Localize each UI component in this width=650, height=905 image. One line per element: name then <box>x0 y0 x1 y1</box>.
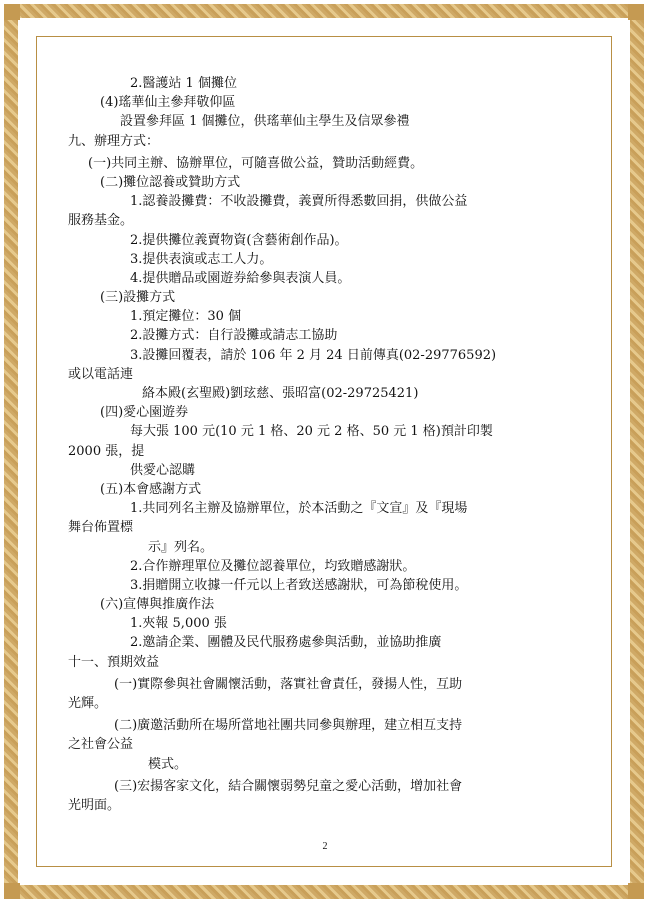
text-line: 3.捐贈開立收據一仟元以上者致送感謝狀，可為節稅使用。 <box>130 577 468 593</box>
text-line: 2.提供攤位義賣物資(含藝術創作品)。 <box>130 232 348 248</box>
text-line: 2.設攤方式：自行設攤或請志工協助 <box>130 328 338 344</box>
document-body <box>68 74 538 815</box>
text-line: 每大張 100 元(10 元 1 格、20 元 2 格、50 元 1 格)預計印製 <box>130 424 493 440</box>
border-corner-ornament <box>628 883 644 899</box>
subsection-heading: (六)宣傳與推廣作法 <box>100 597 215 613</box>
section-heading: 九、辦理方式： <box>68 133 160 149</box>
text-line: 2000 張，提 <box>68 443 145 459</box>
text-line: 模式。 <box>148 756 188 772</box>
subsection-heading: (二)攤位認養或贊助方式 <box>100 174 241 190</box>
text-line: 1.共同列名主辦及協辦單位，於本活動之『文宣』及『現場 <box>130 501 468 517</box>
border-corner-ornament <box>4 883 20 899</box>
text-line: 供愛心認購 <box>130 462 196 478</box>
text-line: 設置參拜區 1 個攤位，供瑤華仙主學生及信眾參禮 <box>120 114 410 130</box>
text-line: 光明面。 <box>68 797 121 813</box>
text-line: 示』列名。 <box>148 539 214 555</box>
text-line: (三)宏揚客家文化，結合關懷弱勢兒童之愛心活動，增加社會 <box>114 778 463 794</box>
text-line: 4.提供贈品或園遊券給參與表演人員。 <box>130 270 351 286</box>
border-corner-ornament <box>628 4 644 20</box>
text-line: 服務基金。 <box>68 213 134 229</box>
text-line: 絡本殿(玄聖殿)劉玹慈、張昭富(02-29725421) <box>142 386 419 401</box>
text-line: 或以電話連 <box>68 366 134 382</box>
text-line: 2.合作辦理單位及攤位認養單位，均致贈感謝狀。 <box>130 558 416 574</box>
text-line: (一)實際參與社會關懷活動，落實社會責任，發揚人性，互助 <box>114 676 463 692</box>
text-line: 3.設攤回覆表，請於 106 年 2 月 24 日前傳真(02-29776592) <box>130 347 497 363</box>
text-line: (一)共同主辦、協辦單位，可隨喜做公益，贊助活動經費。 <box>88 155 424 171</box>
text-line: 3.提供表演或志工人力。 <box>130 251 273 267</box>
text-line: 之社會公益 <box>68 737 134 753</box>
text-line: 2.醫護站 1 個攤位 <box>130 76 237 91</box>
text-line: 舞台佈置標 <box>68 520 134 536</box>
page-number: 2 <box>322 841 328 852</box>
text-line: 1.夾報 5,000 張 <box>130 616 227 632</box>
subsection-heading: (四)愛心園遊券 <box>100 405 189 421</box>
text-line: 1.預定攤位：30 個 <box>130 309 242 325</box>
border-corner-ornament <box>4 4 20 20</box>
text-line: 光輝。 <box>68 696 108 711</box>
section-heading: 十一、預期效益 <box>68 654 160 670</box>
text-line: (4)瑤華仙主參拜敬仰區 <box>100 95 236 111</box>
text-line: 2.邀請企業、團體及民代服務處參與活動，並協助推廣 <box>130 635 442 651</box>
text-line: 1.認養設攤費：不收設攤費，義賣所得悉數回捐，供做公益 <box>130 194 468 210</box>
subsection-heading: (三)設攤方式 <box>100 290 176 306</box>
text-line: (二)廣邀活動所在場所當地社團共同參與辦理，建立相互支持 <box>114 718 463 734</box>
subsection-heading: (五)本會感謝方式 <box>100 481 202 497</box>
